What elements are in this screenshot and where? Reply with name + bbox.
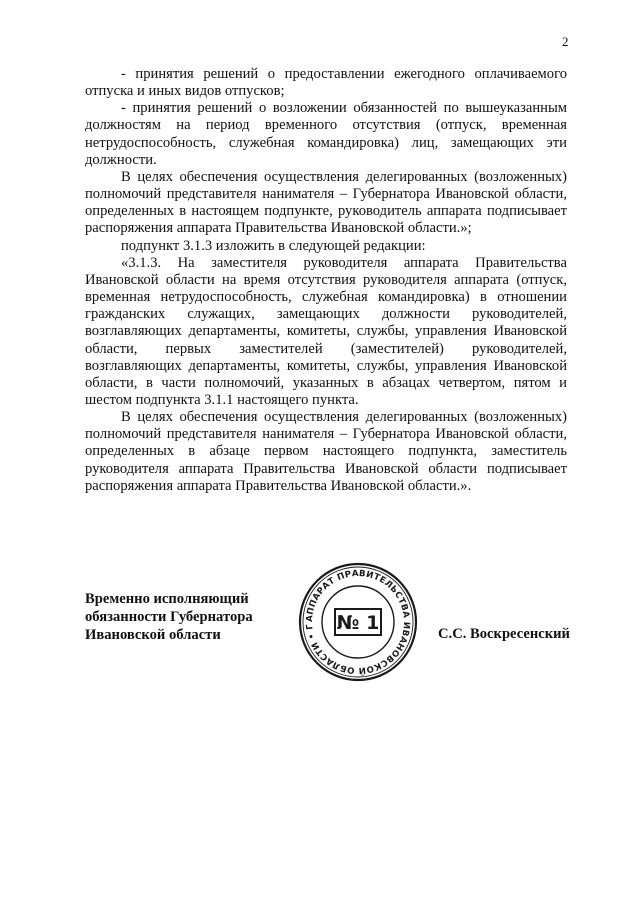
seal-center-text: № 1 xyxy=(336,612,380,634)
seal-ring-text: АППАРАТ ПРАВИТЕЛЬСТВА ИВАНОВСКОЙ ОБЛАСТИ • Г xyxy=(304,568,412,676)
paragraph: В целях обеспечения осуществления делегированных (возложенных) полномочий представителя нанимателя – Губернатора Ивановской области, определенных в абзаце первом настоящего подпункта, заместитель руководителя аппарата Правительства Ивановской области подписывает распоряжения аппарата Правительства Ивановской области.». xyxy=(85,409,567,494)
signatory-position-line: Временно исполняющий xyxy=(85,591,249,607)
official-seal xyxy=(297,561,419,683)
document-body xyxy=(85,66,567,495)
paragraph: - принятия решений о возложении обязанностей по вышеуказанным должностям на период временного отсутствия (отпуск, временная нетрудоспособность, служебная командировка) лиц, замещающих эти должности. xyxy=(85,100,567,168)
signatory-position-line: обязанности Губернатора xyxy=(85,609,253,625)
page-number: 2 xyxy=(562,34,569,49)
paragraph: «3.1.3. На заместителя руководителя аппарата Правительства Ивановской области на время отсутствия руководителя аппарата (отпуск, временная нетрудоспособность, служебная командировка) в отношении гражданских служащих, замещающих должности руководителей, возглавляющих департаменты, комитеты, службы, управления Ивановской области, первых заместителей (заместителей) руководителей, возглавляющих департаменты, комитеты, службы, управления Ивановской области, в части полномочий, указанных в абзацах четвертом, пятом и шестом подпункта 3.1.1 настоящего пункта. xyxy=(85,254,567,408)
paragraph: подпункт 3.1.3 изложить в следующей редакции: xyxy=(121,237,426,254)
paragraph: - принятия решений о предоставлении ежегодного оплачиваемого отпуска и иных видов отпусков; xyxy=(85,66,567,100)
seal-stamp-graphic xyxy=(297,561,419,683)
signatory-name: С.С. Воскресенский xyxy=(438,626,570,642)
paragraph: В целях обеспечения осуществления делегированных (возложенных) полномочий представителя нанимателя – Губернатора Ивановской области, определенных в настоящем подпункте, руководитель аппарата подписывает распоряжения аппарата Правительства Ивановской области.»; xyxy=(85,168,567,237)
signatory-position-line: Ивановской области xyxy=(85,627,221,643)
signatory-position xyxy=(85,590,253,644)
